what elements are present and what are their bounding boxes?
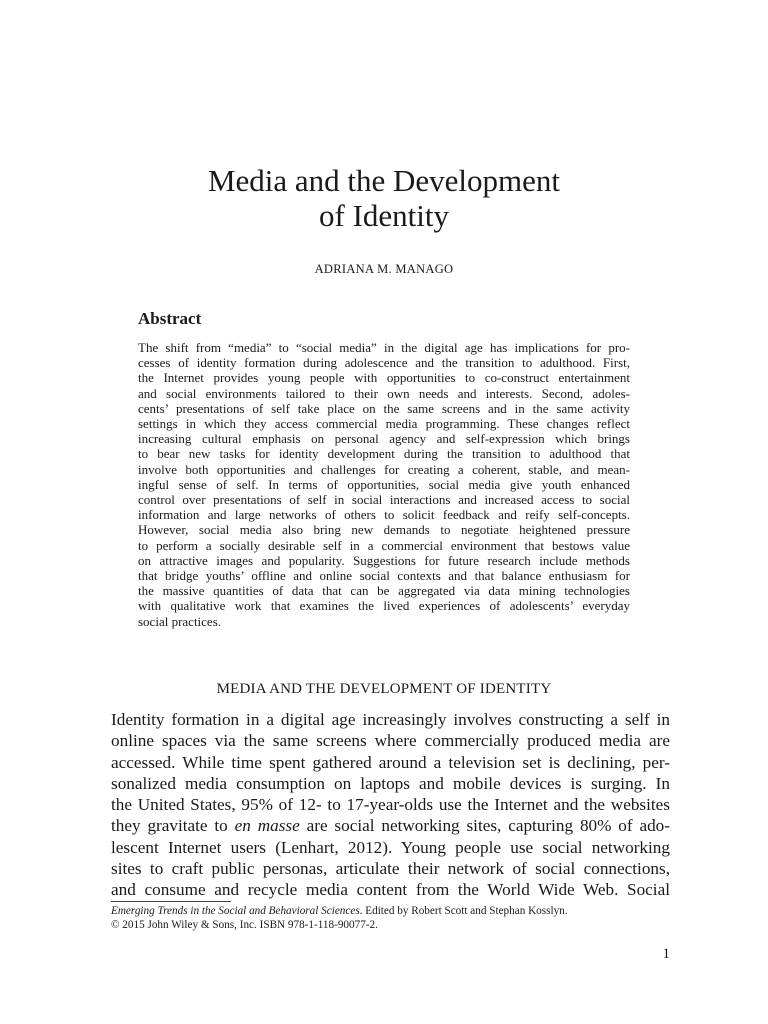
author-name: ADRIANA M. MANAGO [314,262,454,276]
abstract-line: The shift from “media” to “social media” in the digital age has implications for pro- [138,340,630,355]
abstract-line: control over presentations of self in social interactions and increased access to social [138,492,630,508]
body-line: the United States, 95% of 12- to 17-year-olds use the Internet and the websites [111,795,670,815]
body-line: sonalized media consumption on laptops and mobile devices is surging. In [111,773,670,793]
section-heading: MEDIA AND THE DEVELOPMENT OF IDENTITY [216,681,552,697]
abstract-heading: Abstract [138,309,202,328]
body-line: online spaces via the same screens where commercially produced media are [111,731,670,751]
abstract-line: settings in which they access commercial media programming. These changes reflect [138,416,630,432]
body-line: accessed. While time spent gathered around a television set is declining, per- [111,752,670,772]
abstract-line: However, social media also bring new demands to negotiate heightened pressure [138,522,630,538]
footnote-line-1 [111,905,671,919]
abstract-line: cents’ presentations of self take place on the same screens and in the same activity [138,400,630,416]
body-paragraph [111,709,670,901]
footnote-copyright: © 2015 John Wiley & Sons, Inc. ISBN 978-1-118-90077-2. [111,918,378,931]
abstract-line: that bridge youths’ offline and online social contexts and that balance enthusiasm for [138,568,630,584]
abstract-line: to perform a socially desirable self in a commercial environment that bestows value [138,537,630,553]
abstract-line: ingful sense of self. In terms of opportunities, social media give youth enhanced [138,476,630,492]
title-line-1: Media and the Development [207,163,561,198]
abstract-body [138,340,630,629]
abstract-line: involve both opportunities and challenges for creating a coherent, stable, and mean- [138,461,630,477]
footnote [111,905,671,932]
page-number: 1 [662,946,670,962]
body-line: sites to craft public personas, articulate their network of social connections, [111,859,670,879]
italic-phrase: en masse [234,816,300,836]
abstract-line: social practices. [138,613,222,629]
abstract-line: and social environments tailored to their own needs and interests. Second, adoles- [138,385,630,401]
body-line: and consume and recycle media content from the World Wide Web. Social [111,880,670,900]
title-line-2: of Identity [319,198,449,233]
body-line: lescent Internet users (Lenhart, 2012). Young people use social networking [111,837,670,857]
abstract-line: on attractive images and popularity. Suggestions for future research include methods [138,552,630,568]
journal-title: Emerging Trends in the Social and Behavioral Sciences [111,905,360,917]
abstract-line: information and large networks of others to solicit feedback and reify self-concepts. [138,507,630,523]
abstract-line: with qualitative work that examines the lived experiences of adolescents’ everyday [138,598,630,614]
body-line: Identity formation in a digital age increasingly involves constructing a self in [111,710,670,729]
abstract-line: the massive quantities of data that can be aggregated via data mining technologies [138,583,630,599]
footnote-divider [111,901,231,902]
abstract-line: cesses of identity formation during adolescence and the transition to adulthood. First, [138,355,630,371]
footnote-editors: . Edited by Robert Scott and Stephan Kosslyn. [359,905,568,917]
body-line-segment: they gravitate to [111,816,228,836]
abstract-line: to bear new tasks for identity development during the transition to adulthood that [138,446,630,462]
paper-title [0,163,768,233]
body-line [111,815,670,836]
abstract-line: increasing cultural emphasis on personal agency and self-expression which brings [138,431,630,447]
body-line-segment: are social networking sites, capturing 80% of ado- [306,816,671,836]
abstract-line: the Internet provides young people with opportunities to co-construct entertainment [138,370,630,386]
